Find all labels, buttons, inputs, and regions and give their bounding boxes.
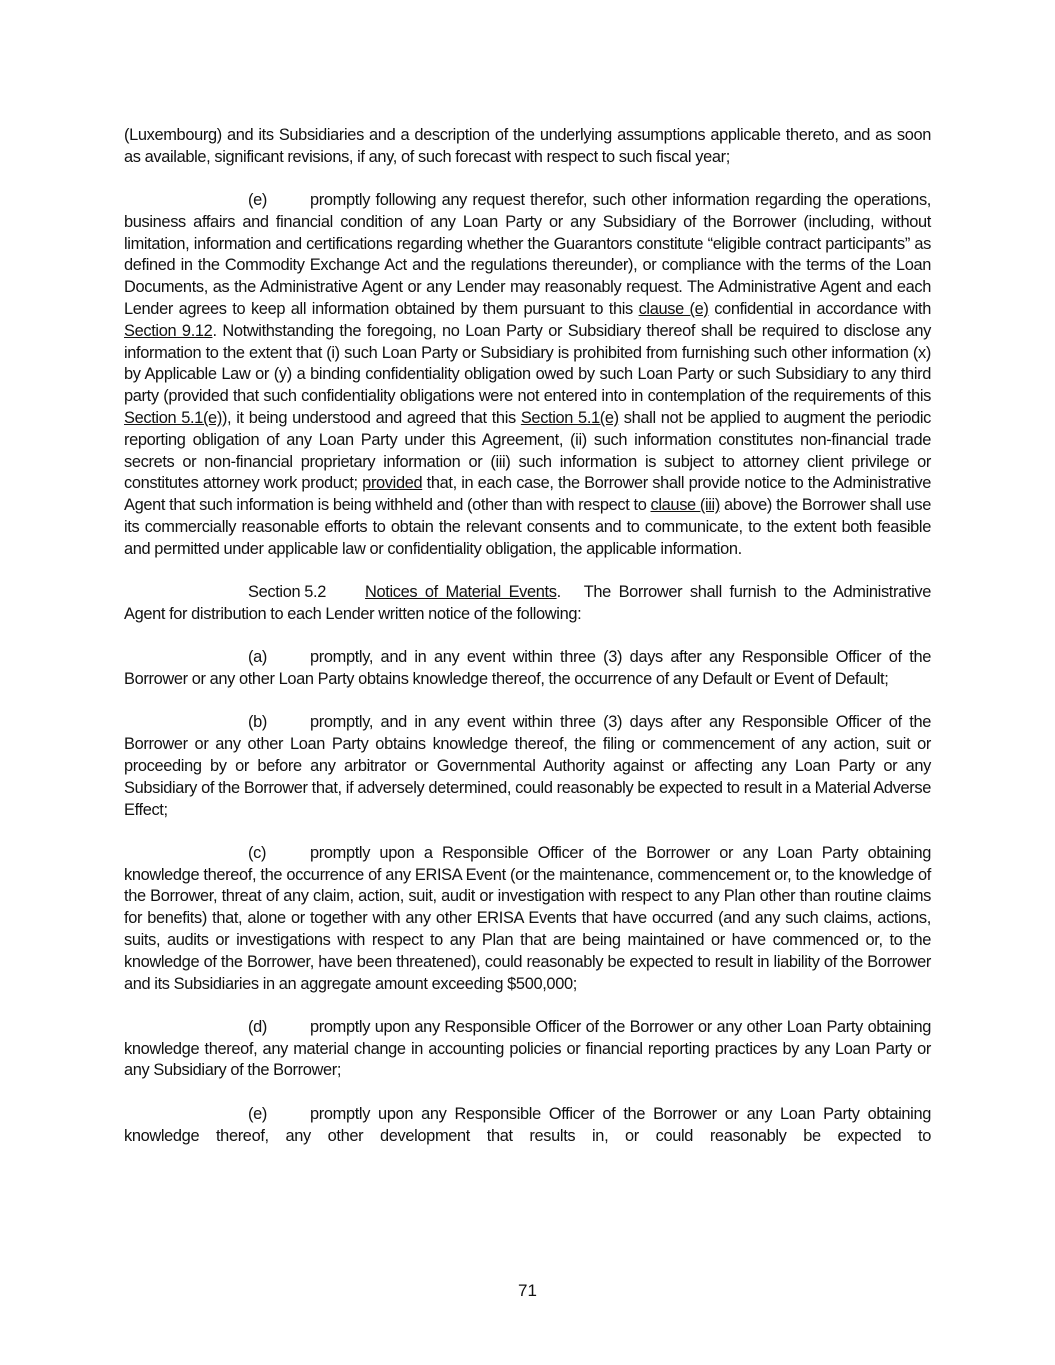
section-number: Section 5.2 bbox=[248, 583, 326, 602]
clause-label: (c) bbox=[248, 843, 267, 862]
defined-term: provided bbox=[362, 474, 423, 493]
section-heading: Notices of Material Events bbox=[365, 583, 557, 602]
page-number: 71 bbox=[518, 1281, 537, 1300]
clause-label: (a) bbox=[248, 648, 267, 667]
paragraph-5-2-d: (d) promptly upon any Responsible Officer of the Borrower or any other Loan Party obtaining knowledge thereof, any material change in accounting policies or financial reporting practices by any Loan Party or any Subsidiary of the Borrower; bbox=[124, 1017, 931, 1080]
paragraph-5-2-b: (b) promptly, and in any event within three (3) days after any Responsible Officer of the Borrower or any other Loan Party obtains knowledge thereof, the filing or commencement of any action, suit or proceeding by or before any arbitrator or Governmental Authority against or affecting any Loan Party or any Subsidiary of the Borrower that, if adversely determined, could reasonably be expected to result in a Material Adverse Effect; bbox=[124, 713, 931, 819]
cross-reference: Section 9.12 bbox=[124, 321, 213, 340]
clause-label: (d) bbox=[248, 1017, 267, 1036]
paragraph-5-1-e: (e) promptly following any request therefor, such other information regarding the operations, business affairs and financial condition of any Loan Party or any Subsidiary of the Borrower (including, without limitation, information and certifications regarding whether the Guarantors constitute “eligible contract participants” as defined in the Commodity Exchange Act and the regulations thereunder), or compliance with the terms of the Loan Documents, as the Administrative Agent or any Lender may reasonably request. The Administrative Agent and each Lender agrees to keep all information obtained by them pursuant to this clause (e) confidential in accordance with Section 9.12. Notwithstanding the foregoing, no Loan Party or Subsidiary thereof shall be required to disclose any information to the extent that (i) such Loan Party or Subsidiary is prohibited from furnishing such other information (x) by Applicable Law or (y) a binding confidentiality obligation owed by such Loan Party or such Subsidiary to any third party (provided that such confidentiality obligations were not entered into in contemplation of the requirements of this Section 5.1(e)), it being understood and agreed that this Section 5.1(e) shall not be applied to augment the periodic reporting obligation of any Loan Party under this Agreement, (ii) such information constitutes non-financial trade secrets or non-financial proprietary information or (iii) such information is subject to attorney client privilege or constitutes attorney work product; provided that, in each case, the Borrower shall provide notice to the Administrative Agent that such information is being withheld and (other than with respect to clause (iii) above) the Borrower shall use its commercially reasonable efforts to obtain the relevant consents and to communicate, to the extent both feasible and permitted under applicable law or confidentiality obligation, the applicable information. bbox=[124, 191, 932, 558]
cross-reference: Section 5.1(e) bbox=[520, 409, 619, 428]
cross-reference: Section 5.1(e) bbox=[124, 409, 222, 428]
cross-reference: clause (e) bbox=[638, 300, 709, 319]
paragraph-5-2-a: (a) promptly, and in any event within three (3) days after any Responsible Officer of the Borrower or any other Loan Party obtains knowledge thereof, the occurrence of any Default or Event of Default; bbox=[124, 648, 931, 689]
paragraph-5-2-e: (e) promptly upon any Responsible Officer of the Borrower or any Loan Party obtaining knowledge thereof, any other development that results in, or could reasonably be expected to bbox=[124, 1104, 931, 1145]
clause-label: (e) bbox=[248, 191, 267, 210]
paragraph-5-2-c: (c) promptly upon a Responsible Officer of the Borrower or any Loan Party obtaining knowledge thereof, the occurrence of any ERISA Event (or the maintenance, commencement or, to the knowledge of the Borrower, threat of any claim, action, suit, audit or investigation with respect to any Plan other than routine claims for benefits) that, alone or together with any other ERISA Events that have occurred (and any such claims, actions, suits, audits or investigations with respect to any Plan that are being maintained or have commenced or, to the knowledge of the Borrower, have been threatened), could reasonably be expected to result in liability of the Borrower and its Subsidiaries in an aggregate amount exceeding $500,000; bbox=[124, 843, 931, 993]
section-5-2-paragraph: Section 5.2 Notices of Material Events. The Borrower shall furnish to the Administrative Agent for distribution to each Lender written notice of the following: bbox=[124, 583, 931, 623]
clause-label: (e) bbox=[248, 1104, 267, 1123]
clause-label: (b) bbox=[248, 713, 267, 732]
document-page bbox=[124, 125, 931, 1169]
cross-reference: clause (iii) bbox=[650, 496, 720, 515]
paragraph-continuation: (Luxembourg) and its Subsidiaries and a description of the underlying assumptions applicable thereto, and as soon as available, significant revisions, if any, of such forecast with respect to such fiscal year; bbox=[124, 126, 931, 166]
